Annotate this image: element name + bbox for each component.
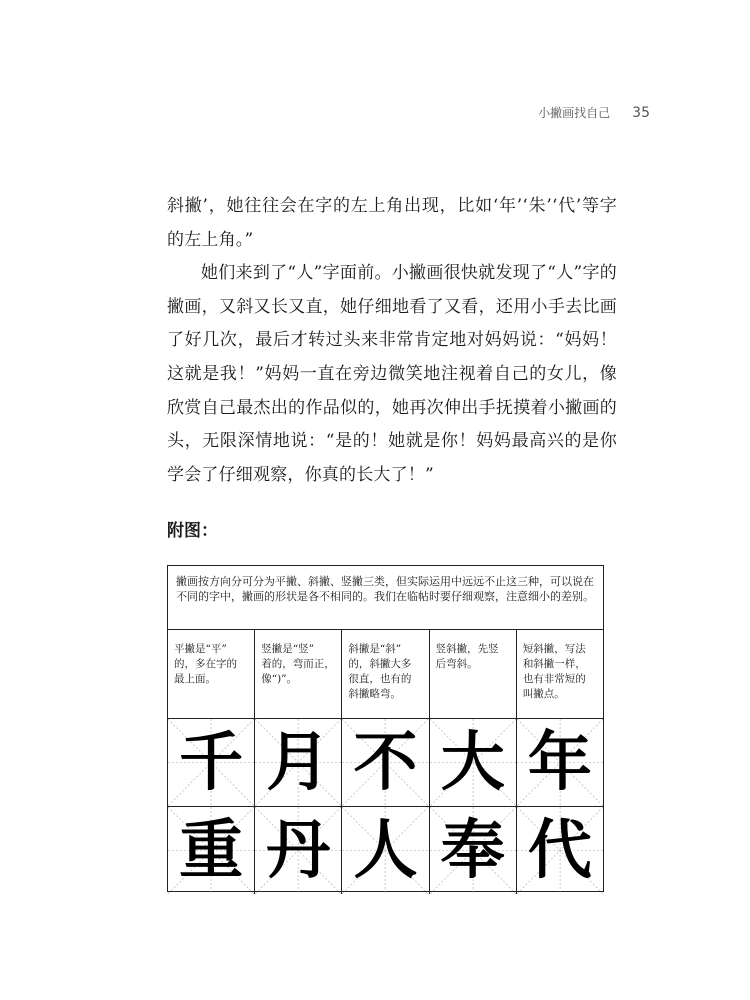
char-cell xyxy=(255,807,342,894)
desc-vertical-stroke: 竖撇是“竖” 着的，弯而正， 像“)”。 xyxy=(255,630,342,718)
desc-vertical-slanted-stroke: 竖斜撇，先竖 后弯斜。 xyxy=(430,630,517,718)
description-row xyxy=(168,630,603,719)
calligraphy-char: 月 xyxy=(266,724,331,800)
char-row-1 xyxy=(168,719,603,806)
char-cell xyxy=(255,719,342,806)
char-cell xyxy=(430,807,517,894)
calligraphy-char: 重 xyxy=(179,812,244,888)
char-cell xyxy=(517,807,603,894)
char-cell xyxy=(168,807,255,894)
calligraphy-char: 不 xyxy=(353,724,418,800)
char-cell xyxy=(168,719,255,806)
body-text xyxy=(167,190,617,492)
calligraphy-char: 大 xyxy=(440,724,505,800)
calligraphy-char: 丹 xyxy=(266,812,331,888)
paragraph-2: 她们来到了“人”字面前。小撇画很快就发现了“人”字的撇画，又斜又长又直，她仔细地看了又看，还用小手去比画了好几次，最后才转过头来非常肯定地对妈妈说：“妈妈！这就是我！”妈妈一直在旁边微笑地注视着自己的女儿，像欣赏自己最杰出的作品似的，她再次伸出手抚摸着小撇画的头，无限深情地说：“是的！她就是你！妈妈最高兴的是你学会了仔细观察，你真的长大了！” xyxy=(167,263,617,485)
calligraphy-figure-table xyxy=(167,565,604,892)
char-cell xyxy=(342,719,429,806)
char-cell xyxy=(430,719,517,806)
calligraphy-char: 代 xyxy=(527,812,592,888)
calligraphy-char: 年 xyxy=(527,724,592,800)
running-header xyxy=(538,104,650,121)
calligraphy-char: 千 xyxy=(179,724,244,800)
desc-short-slanted-stroke: 短斜撇，写法 和斜撇一样， 也有非常短的 叫撇点。 xyxy=(522,643,586,700)
figure-intro: 撇画按方向分可分为平撇、斜撇、竖撇三类，但实际运用中远远不止这三种，可以说在不同的字中，撇画的形状是各不相同的。我们在临帖时要仔细观察，注意细小的差别。 xyxy=(168,566,603,630)
char-cell xyxy=(342,807,429,894)
page-number: 35 xyxy=(632,105,650,121)
desc-slanted-stroke: 斜撇是“斜” 的，斜撇大多 很直，也有的 斜撇略弯。 xyxy=(342,630,429,718)
desc-flat-stroke: 平撇是“平” 的，多在字的 最上面。 xyxy=(168,630,255,718)
running-title: 小撇画找自己 xyxy=(538,106,611,120)
char-cell xyxy=(517,719,603,806)
figure-title: 附图： xyxy=(167,521,218,541)
calligraphy-char: 奉 xyxy=(440,812,505,888)
char-row-2 xyxy=(168,806,603,894)
paragraph-1: 斜撇’，她往往会在字的左上角出现，比如‘年’‘朱’‘代’等字的左上角。” xyxy=(167,196,617,250)
calligraphy-char: 人 xyxy=(353,812,418,888)
